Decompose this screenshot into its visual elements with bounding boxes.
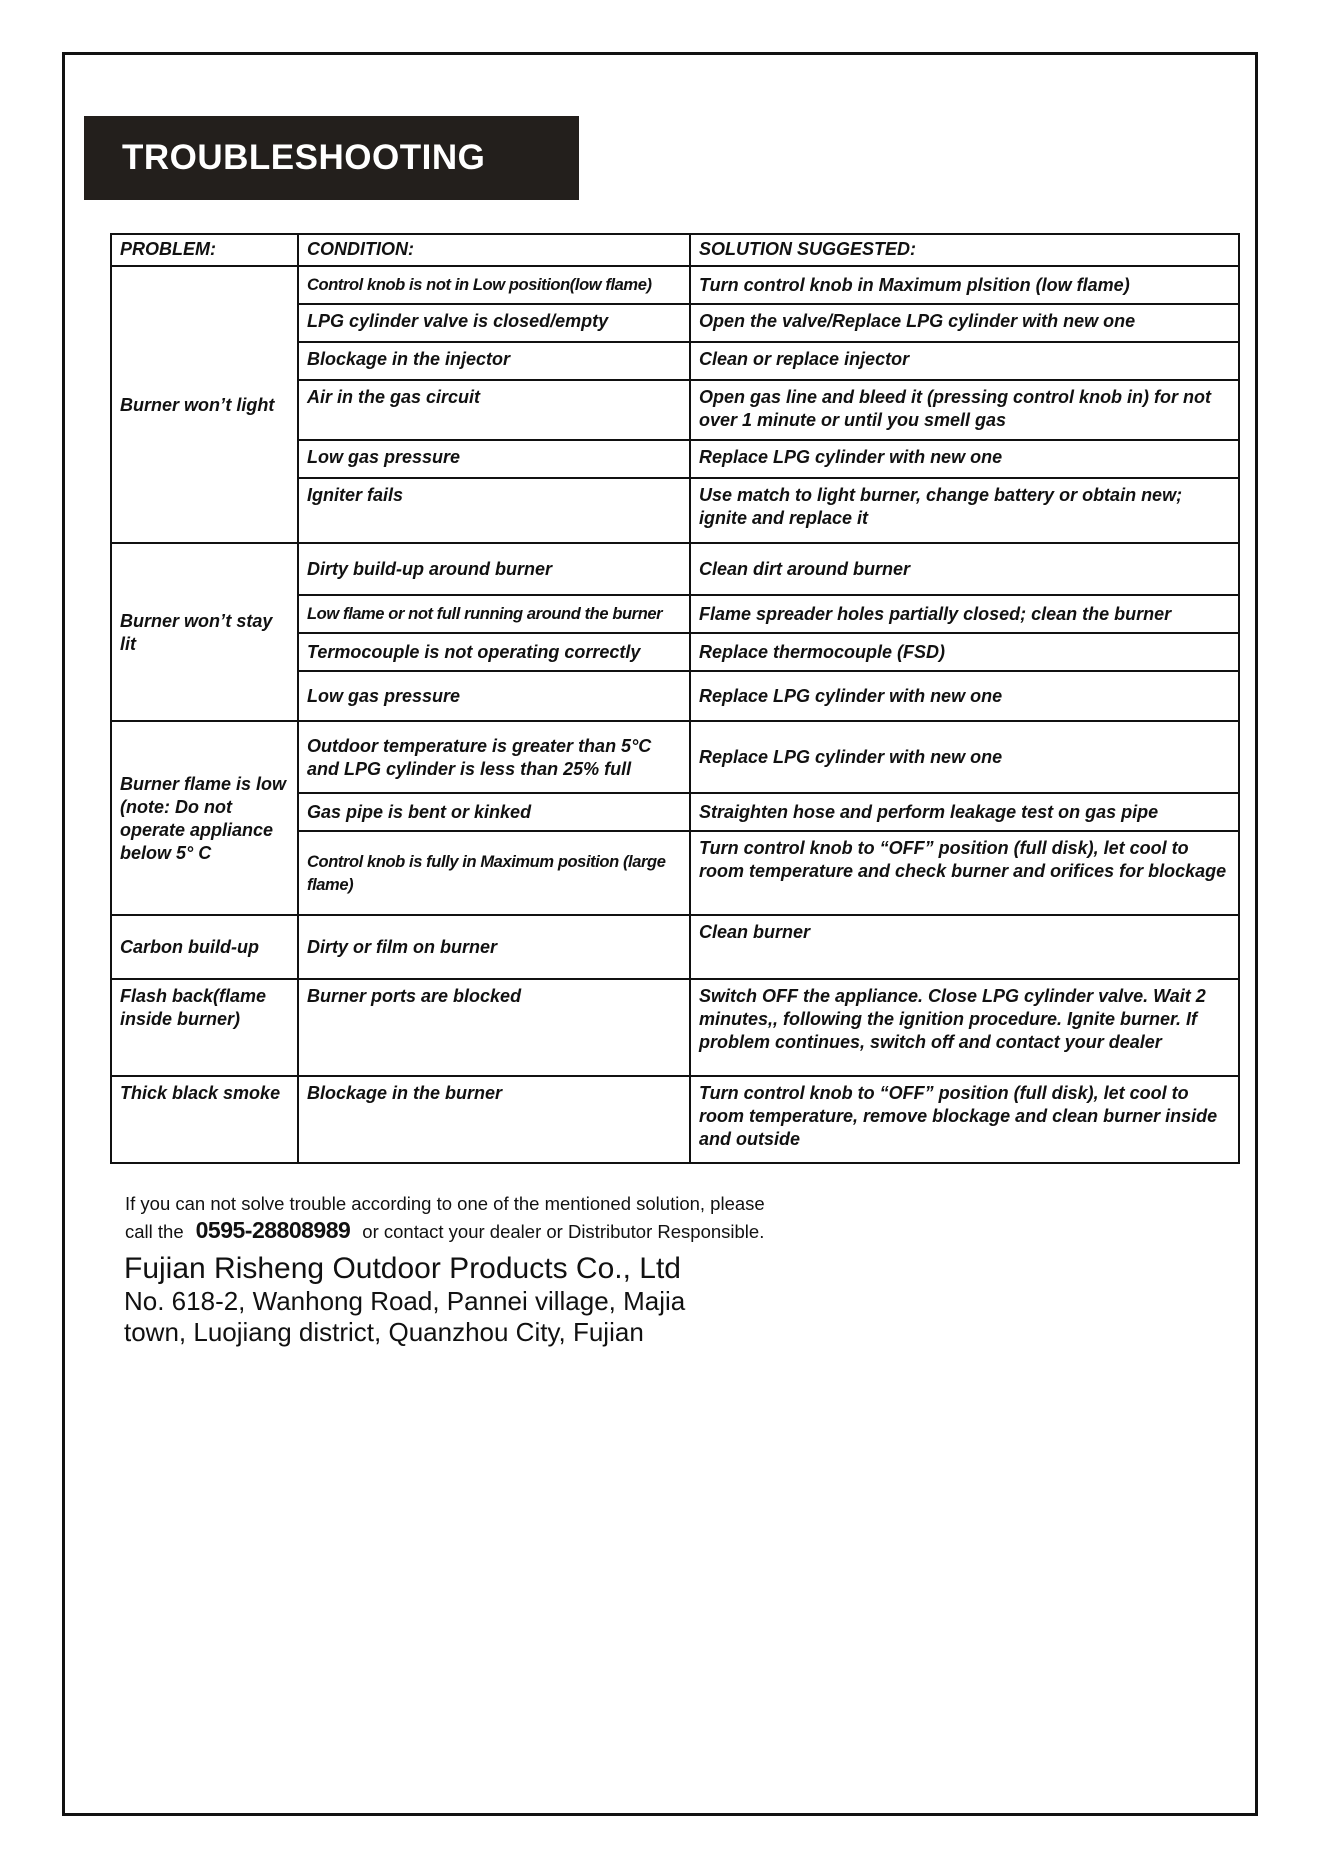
contact-note-suffix: or contact your dealer or Distributor Responsible. xyxy=(362,1221,765,1242)
solution-cell: Clean or replace injector xyxy=(690,342,1239,380)
address-line-2: town, Luojiang district, Quanzhou City, Fujian xyxy=(124,1317,644,1347)
problem-cell: Thick black smoke xyxy=(111,1076,298,1163)
table-header-row xyxy=(111,234,1239,266)
table-row xyxy=(111,721,1239,793)
solution-cell: Straighten hose and perform leakage test on gas pipe xyxy=(690,793,1239,831)
header-problem: PROBLEM: xyxy=(111,234,298,266)
problem-cell: Carbon build-up xyxy=(111,915,298,979)
company-address xyxy=(124,1286,744,1348)
contact-note-line1: If you can not solve trouble according to one of the mentioned solution, please xyxy=(125,1193,765,1214)
solution-cell: Open gas line and bleed it (pressing control knob in) for not over 1 minute or until you smell gas xyxy=(690,380,1239,440)
solution-cell: Flame spreader holes partially closed; clean the burner xyxy=(690,595,1239,633)
condition-cell: Low gas pressure xyxy=(298,440,690,478)
solution-cell: Clean burner xyxy=(690,915,1239,979)
page-title: TROUBLESHOOTING xyxy=(84,116,579,200)
problem-cell: Flash back(flame inside burner) xyxy=(111,979,298,1076)
condition-cell: LPG cylinder valve is closed/empty xyxy=(298,304,690,342)
phone-number: 0595-28808989 xyxy=(195,1217,351,1243)
address-line-1: No. 618-2, Wanhong Road, Pannei village, Majia xyxy=(124,1286,686,1316)
condition-cell: Outdoor temperature is greater than 5°C and LPG cylinder is less than 25% full xyxy=(298,721,690,793)
solution-cell: Replace LPG cylinder with new one xyxy=(690,671,1239,721)
solution-cell: Switch OFF the appliance. Close LPG cylinder valve. Wait 2 minutes,, following the ignition procedure. Ignite burner. If problem continues, switch off and contact your dealer xyxy=(690,979,1239,1076)
problem-cell: Burner flame is low (note: Do not operate appliance below 5° C xyxy=(111,721,298,915)
condition-cell: Termocouple is not operating correctly xyxy=(298,633,690,671)
solution-cell: Clean dirt around burner xyxy=(690,543,1239,595)
header-condition: CONDITION: xyxy=(298,234,690,266)
solution-cell: Turn control knob to “OFF” position (full disk), let cool to room temperature and check burner and orifices for blockage xyxy=(690,831,1239,915)
condition-cell: Igniter fails xyxy=(298,478,690,543)
troubleshooting-table xyxy=(110,233,1240,1164)
table-row xyxy=(111,979,1239,1076)
solution-cell: Replace LPG cylinder with new one xyxy=(690,721,1239,793)
condition-cell: Gas pipe is bent or kinked xyxy=(298,793,690,831)
condition-cell: Low flame or not full running around the burner xyxy=(298,595,690,633)
header-solution: SOLUTION SUGGESTED: xyxy=(690,234,1239,266)
condition-cell: Control knob is not in Low position(low flame) xyxy=(298,266,690,304)
condition-cell: Burner ports are blocked xyxy=(298,979,690,1076)
condition-cell: Air in the gas circuit xyxy=(298,380,690,440)
solution-cell: Turn control knob in Maximum plsition (low flame) xyxy=(690,266,1239,304)
solution-cell: Turn control knob to “OFF” position (full disk), let cool to room temperature, remove blockage and clean burner inside and outside xyxy=(690,1076,1239,1163)
solution-cell: Replace LPG cylinder with new one xyxy=(690,440,1239,478)
table-row xyxy=(111,1076,1239,1163)
contact-note-line2 xyxy=(125,1217,765,1245)
condition-cell: Low gas pressure xyxy=(298,671,690,721)
contact-note xyxy=(125,1190,765,1245)
condition-cell: Control knob is fully in Maximum position (large flame) xyxy=(298,831,690,915)
problem-cell: Burner won’t light xyxy=(111,266,298,543)
condition-cell: Dirty build-up around burner xyxy=(298,543,690,595)
condition-cell: Dirty or film on burner xyxy=(298,915,690,979)
table-row xyxy=(111,915,1239,979)
table-row xyxy=(111,266,1239,304)
company-name: Fujian Risheng Outdoor Products Co., Ltd xyxy=(124,1252,681,1285)
solution-cell: Use match to light burner, change battery or obtain new; ignite and replace it xyxy=(690,478,1239,543)
condition-cell: Blockage in the injector xyxy=(298,342,690,380)
table-row xyxy=(111,543,1239,595)
condition-cell: Blockage in the burner xyxy=(298,1076,690,1163)
solution-cell: Open the valve/Replace LPG cylinder with new one xyxy=(690,304,1239,342)
contact-note-prefix: call the xyxy=(125,1221,184,1242)
solution-cell: Replace thermocouple (FSD) xyxy=(690,633,1239,671)
problem-cell: Burner won’t stay lit xyxy=(111,543,298,721)
